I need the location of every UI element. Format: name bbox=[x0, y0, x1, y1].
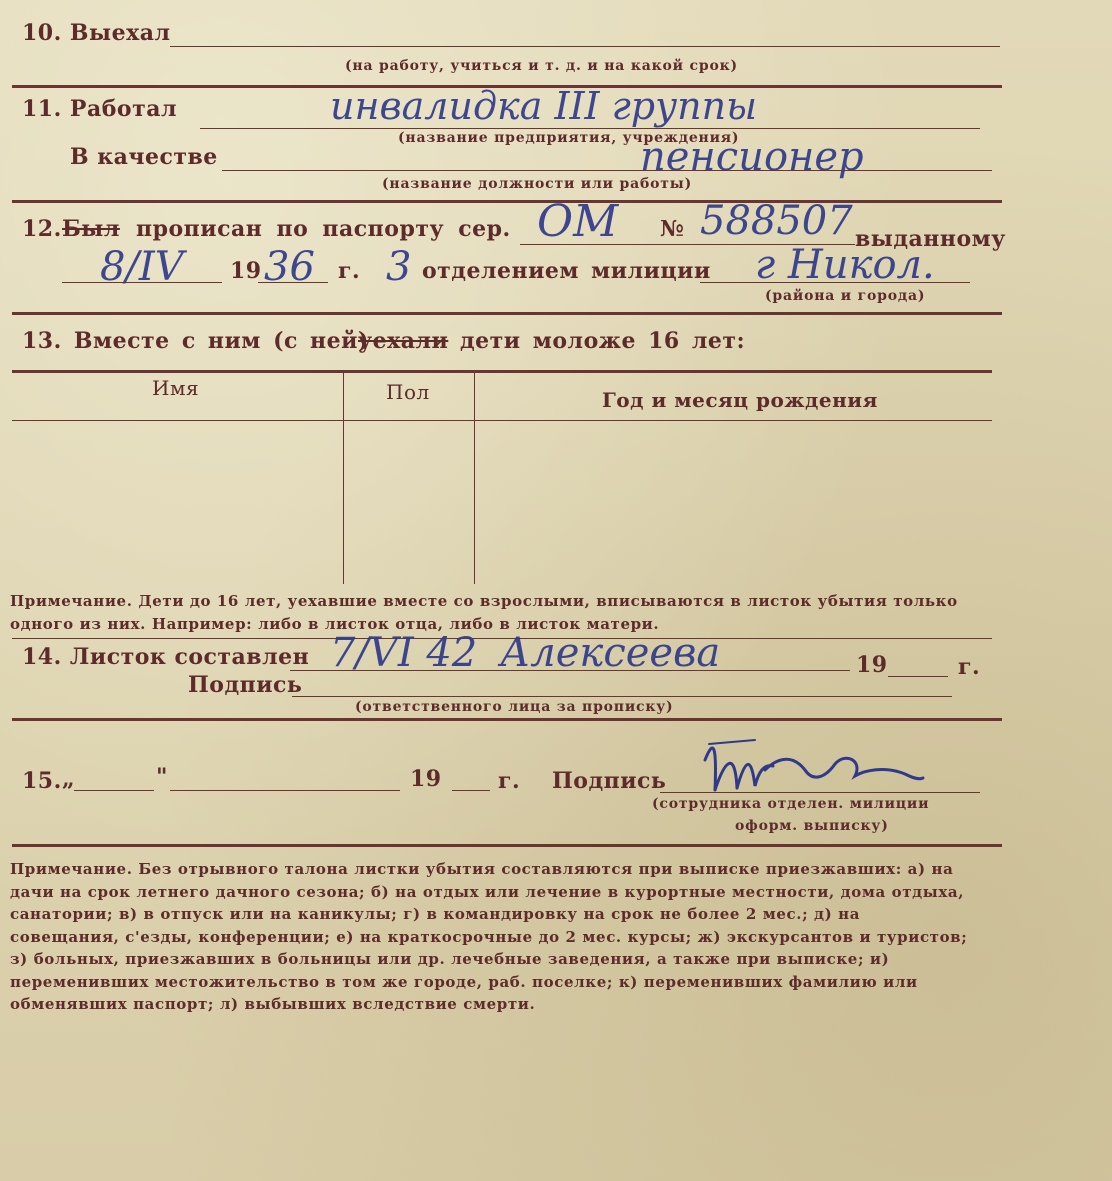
section-divider bbox=[12, 844, 1002, 847]
field-12-issued-label: выданному bbox=[855, 226, 1006, 252]
field-13-struck-word: уехали bbox=[358, 328, 449, 354]
field-10-line bbox=[170, 46, 1000, 47]
form-compiled-by-value: Алексеева bbox=[500, 630, 721, 676]
note-children: Примечание. Дети до 16 лет, уехавшие вместе со взрослыми, вписываются в листок убытия только одного из них. Например: либо в листок отца, либо в листок матери. bbox=[10, 592, 958, 633]
col-header-birth: Год и месяц рождения bbox=[602, 388, 878, 412]
field-11-position-hint: (название должности или работы) bbox=[382, 176, 692, 192]
city-hint: (района и города) bbox=[765, 288, 926, 304]
field-12-text: прописан по паспорту сер. bbox=[136, 216, 511, 242]
field-11-line bbox=[200, 128, 980, 129]
field-15-signature-hint-1: (сотрудника отделен. милиции bbox=[652, 796, 930, 812]
field-12-number: 12. bbox=[22, 216, 62, 242]
field-10-hint: (на работу, учиться и т. д. и на какой срок) bbox=[345, 58, 738, 74]
field-14-g: г. bbox=[958, 654, 981, 680]
field-14-year: 19 bbox=[856, 652, 888, 678]
field-11-label: 11. Работал bbox=[22, 96, 177, 122]
col-header-name: Имя bbox=[152, 376, 200, 400]
field-10-label: 10. Выехал bbox=[22, 20, 171, 46]
field-11-position-value: пенсионер bbox=[640, 134, 864, 180]
issue-year-line bbox=[258, 282, 328, 283]
field-12-struck-word: Был bbox=[62, 216, 120, 242]
field-13-label: 13. Вместе с ним (с ней) bbox=[22, 328, 369, 354]
passport-issue-date-value: 8/IV bbox=[100, 244, 184, 290]
police-dept-label: отделением милиции bbox=[422, 258, 711, 284]
field-15-open-quote: „ bbox=[62, 766, 76, 792]
field-15-year: 19 bbox=[410, 766, 442, 792]
issue-year-g: г. bbox=[338, 258, 361, 284]
issue-year-value: 36 bbox=[264, 244, 315, 290]
children-table-divider bbox=[474, 372, 475, 584]
passport-number-value: 588507 bbox=[700, 198, 853, 244]
form-compiled-date-value: 7/VI 42 bbox=[330, 630, 478, 676]
field-14-label: 14. Листок составлен bbox=[22, 644, 310, 670]
section-divider bbox=[12, 718, 1002, 721]
field-14-signature-label: Подпись bbox=[188, 672, 303, 698]
field-14-signature-line bbox=[292, 696, 952, 697]
section-divider bbox=[12, 200, 1002, 203]
children-table-divider bbox=[343, 372, 344, 584]
police-dept-number-value: 3 bbox=[386, 244, 412, 290]
children-table-header-line bbox=[12, 420, 992, 421]
field-15-month-line bbox=[170, 790, 400, 791]
field-15-label: 15. bbox=[22, 768, 62, 794]
field-14-signature-hint: (ответственного лица за прописку) bbox=[355, 699, 674, 715]
issue-year-prefix: 19 bbox=[230, 258, 262, 284]
city-line bbox=[700, 282, 970, 283]
note-exemptions: Примечание. Без отрывного талона листки убытия составляются при выписке приезжавших: а) на дачи на срок летнего дачного сезона; б) на отдых или лечение в курортные местности, дома отдыха, санатории; в) в отпуск или на каникулы; г) в командировку на срок не более 2 мес.; д) на совещания, с'езды, конференции; е) на краткосрочные до 2 мес. курсы; ж) экскурсантов и туристов; з) больных, приезжавших в больницы или др. лечебные заведения, а также при выписке; и) переменивших местожительство в том же городе, раб. поселке; к) переменивших фамилию или обменявших паспорт; л) выбывших вследствие смерти. bbox=[10, 860, 968, 1013]
field-15-year-line bbox=[452, 790, 490, 791]
field-15-g: г. bbox=[498, 768, 521, 794]
field-14-line bbox=[290, 670, 850, 671]
field-15-signature-hint-2: оформ. выписку) bbox=[735, 818, 889, 834]
issue-date-line bbox=[62, 282, 222, 283]
field-11-position-line bbox=[222, 170, 992, 171]
section-divider bbox=[12, 312, 1002, 315]
passport-series-value: ОМ bbox=[537, 196, 619, 247]
field-15-day-line bbox=[74, 790, 154, 791]
col-header-sex: Пол bbox=[386, 380, 430, 404]
field-15-close-quote: " bbox=[156, 764, 168, 790]
field-11-workplace-value: инвалидка III группы bbox=[330, 84, 758, 128]
field-11-position-label: В качестве bbox=[70, 144, 218, 170]
field-11-hint: (название предприятия, учреждения) bbox=[398, 130, 740, 146]
passport-number-label: № bbox=[660, 216, 685, 242]
field-14-year-line bbox=[888, 676, 948, 677]
field-13-label-end: дети моложе 16 лет: bbox=[460, 328, 746, 354]
field-15-signature-label: Подпись bbox=[552, 768, 667, 794]
children-table-top bbox=[12, 370, 992, 373]
police-dept-city-value: г Никол. bbox=[755, 242, 935, 288]
